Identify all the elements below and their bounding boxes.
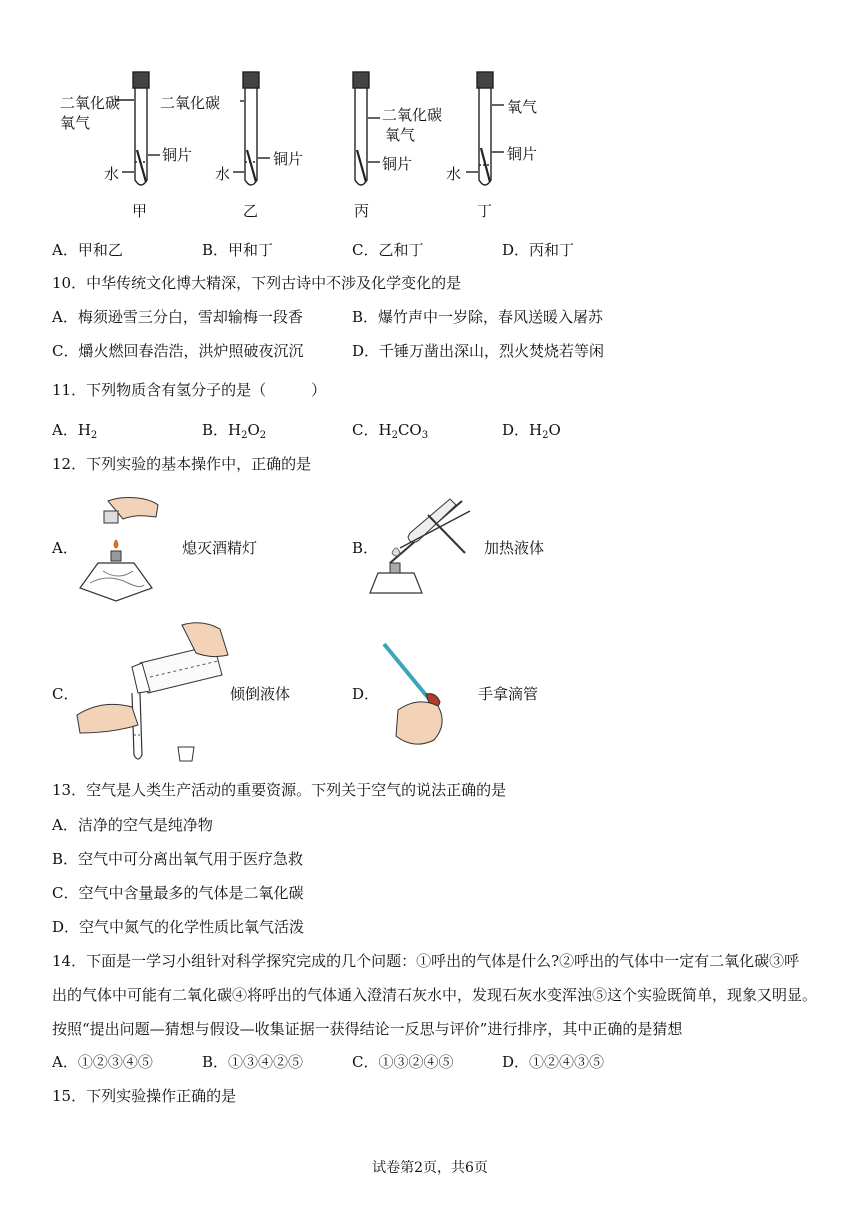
q9-option-d[interactable]: D．丙和丁	[502, 241, 575, 259]
q14-stem-line3: 按照“提出问题—猜想与假设—收集证据一获得结论一反思与评价”进行排序，其中正确的是猜想	[52, 1020, 683, 1038]
tube4-gas1-label: 氧气	[507, 98, 538, 116]
q12-option-d-caption[interactable]: 手拿滴管	[478, 685, 539, 703]
q10-option-c[interactable]: C．爝火燃回春浩浩，洪炉照破夜沉沉	[52, 342, 304, 360]
q13-option-b[interactable]: B．空气中可分离出氧气用于医疗急救	[52, 850, 304, 868]
q10-option-d[interactable]: D．千锤万凿出深山，烈火焚烧若等闲	[352, 342, 605, 360]
dropper-illustration	[378, 640, 458, 750]
q11-a-prefix: A．H	[52, 421, 91, 439]
tube2-gas1-label: 二氧化碳	[160, 94, 221, 112]
tube1-water-label: 水	[104, 165, 120, 183]
q11-d-mid: O	[548, 421, 561, 439]
alcohol-lamp-illustration	[78, 493, 188, 603]
q12-stem: 12．下列实验的基本操作中，正确的是	[52, 455, 312, 473]
tube2-caption: 乙	[243, 202, 259, 220]
tube1-caption: 甲	[132, 202, 148, 220]
q11-c-mid: CO	[397, 421, 422, 439]
q11-c-prefix: C．H	[352, 421, 392, 439]
q15-stem: 15．下列实验操作正确的是	[52, 1087, 237, 1105]
tube3-copper-label: 铜片	[382, 155, 413, 173]
q12-option-a-letter[interactable]: A．	[52, 539, 78, 557]
tube4-copper-label: 铜片	[507, 145, 538, 163]
q9-option-b[interactable]: B．甲和丁	[202, 241, 274, 259]
page-footer: 试卷第2页，共6页	[372, 1160, 488, 1176]
test-tube-drawing	[0, 0, 860, 200]
q11-c-sub2: 3	[421, 430, 429, 441]
q10-stem: 10．中华传统文化博大精深，下列古诗中不涉及化学变化的是	[52, 274, 462, 292]
q13-option-a[interactable]: A．洁净的空气是纯净物	[52, 816, 213, 834]
q11-c-sub: 2	[391, 430, 398, 441]
heating-liquid-illustration	[370, 493, 480, 603]
q12-option-c-caption[interactable]: 倾倒液体	[230, 685, 291, 703]
q12-option-a-caption[interactable]: 熄灭酒精灯	[182, 539, 258, 557]
q13-stem: 13．空气是人类生产活动的重要资源。下列关于空气的说法正确的是	[52, 781, 507, 799]
q11-b-prefix: B．H	[202, 421, 242, 439]
q11-option-c[interactable]	[352, 420, 428, 440]
tube3-caption: 丙	[354, 202, 370, 220]
q11-a-sub: 2	[90, 430, 98, 441]
tube1-gas1-label: 二氧化碳	[60, 94, 121, 112]
q12-option-c-letter[interactable]: C．	[52, 685, 79, 703]
q11-option-b[interactable]	[202, 420, 266, 440]
q9-option-c[interactable]: C．乙和丁	[352, 241, 424, 259]
tube2-copper-label: 铜片	[273, 150, 304, 168]
pouring-liquid-illustration	[72, 615, 242, 765]
q11-b-sub: 2	[241, 430, 248, 441]
q11-option-d[interactable]	[502, 420, 561, 440]
tube3-gas1-label: 二氧化碳	[382, 106, 443, 124]
q12-option-b-letter[interactable]: B．	[352, 539, 379, 557]
q11-d-prefix: D．H	[502, 421, 543, 439]
q14-option-d[interactable]: D．①②④③⑤	[502, 1053, 605, 1071]
q11-b-mid: O	[247, 421, 260, 439]
q14-stem-line1: 14．下面是一学习小组针对科学探究完成的几个问题：①呼出的气体是什么?②呼出的气体中一定有二氧化碳③呼	[52, 952, 800, 970]
q14-option-c[interactable]: C．①③②④⑤	[352, 1053, 454, 1071]
q11-stem: 11．下列物质含有氢分子的是（ ）	[52, 381, 327, 399]
tube3-gas2-label: 氧气	[385, 126, 416, 144]
q9-option-a[interactable]: A．甲和乙	[52, 241, 123, 259]
q13-option-d[interactable]: D．空气中氮气的化学性质比氧气活泼	[52, 918, 305, 936]
q11-d-sub: 2	[542, 430, 549, 441]
q11-option-a[interactable]	[52, 420, 97, 440]
tube4-water-label: 水	[446, 165, 462, 183]
tube1-gas2-label: 氧气	[60, 114, 91, 132]
q13-option-c[interactable]: C．空气中含量最多的气体是二氧化碳	[52, 884, 304, 902]
q10-option-a[interactable]: A．梅须逊雪三分白，雪却输梅一段香	[52, 308, 303, 326]
q10-option-b[interactable]: B．爆竹声中一岁除，春风送暖入屠苏	[352, 308, 604, 326]
tube1-copper-label: 铜片	[162, 146, 193, 164]
q12-option-d-letter[interactable]: D．	[352, 685, 380, 703]
tube2-water-label: 水	[215, 165, 231, 183]
q14-option-b[interactable]: B．①③④②⑤	[202, 1053, 304, 1071]
q14-option-a[interactable]: A．①②③④⑤	[52, 1053, 153, 1071]
q14-stem-line2: 出的气体中可能有二氧化碳④将呼出的气体通入澄清石灰水中，发现石灰水变浑浊⑤这个实验既简单，现象又明显。	[52, 986, 818, 1004]
q12-option-b-caption[interactable]: 加热液体	[484, 539, 545, 557]
q11-b-sub2: 2	[259, 430, 267, 441]
tube4-caption: 丁	[477, 202, 493, 220]
